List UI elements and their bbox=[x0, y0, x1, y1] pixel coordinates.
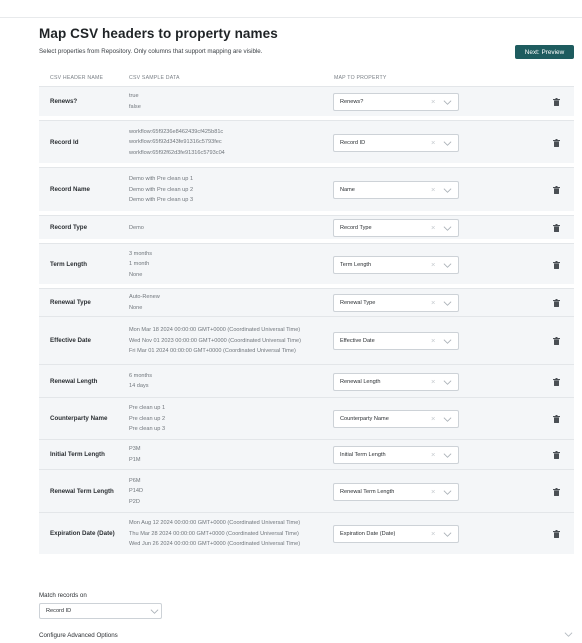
sample-value: Demo bbox=[129, 224, 144, 231]
trash-icon[interactable] bbox=[553, 488, 560, 496]
csv-sample-data bbox=[129, 223, 144, 234]
sample-value: P2D bbox=[129, 498, 140, 505]
property-select[interactable] bbox=[333, 410, 459, 428]
sample-value: 1 month bbox=[129, 261, 150, 268]
chevron-down-icon[interactable] bbox=[564, 631, 573, 638]
chevron-down-icon[interactable] bbox=[443, 262, 452, 269]
close-icon[interactable]: × bbox=[431, 486, 436, 496]
close-icon[interactable]: × bbox=[431, 97, 436, 106]
sample-value: workflow:65f92f62d3fe91316c5793c04 bbox=[129, 149, 225, 156]
close-icon[interactable]: × bbox=[431, 259, 436, 269]
mapping-row bbox=[39, 215, 574, 239]
sample-value: 14 days bbox=[129, 383, 149, 390]
match-records-value: Record ID bbox=[46, 608, 72, 614]
mapping-row bbox=[39, 243, 574, 284]
csv-sample-data bbox=[129, 518, 300, 550]
sample-value: None bbox=[129, 304, 143, 311]
top-divider bbox=[0, 17, 582, 18]
trash-icon[interactable] bbox=[553, 186, 560, 194]
sample-value: 6 months bbox=[129, 372, 153, 379]
chevron-down-icon bbox=[150, 608, 159, 615]
csv-sample-data bbox=[129, 371, 152, 392]
csv-sample-data bbox=[129, 403, 165, 435]
csv-header-name: Renewal Term Length bbox=[50, 487, 114, 495]
property-select[interactable] bbox=[333, 483, 459, 501]
property-select-value: Name bbox=[340, 187, 355, 193]
property-select-value: Renewal Term Length bbox=[340, 488, 395, 495]
chevron-down-icon[interactable] bbox=[443, 531, 452, 538]
chevron-down-icon[interactable] bbox=[443, 338, 452, 345]
csv-header-name: Record Name bbox=[50, 186, 90, 193]
property-select-value: Renewal Length bbox=[340, 378, 381, 385]
property-select-value: Term Length bbox=[340, 261, 372, 268]
trash-icon[interactable] bbox=[553, 224, 560, 232]
trash-icon[interactable] bbox=[553, 451, 560, 459]
close-icon[interactable]: × bbox=[431, 137, 436, 147]
close-icon[interactable]: × bbox=[431, 414, 436, 423]
page-subtitle: Select properties from Repository. Only columns that support mapping are visible. bbox=[39, 48, 263, 55]
property-select-value: Counterparty Name bbox=[340, 416, 389, 422]
csv-sample-data bbox=[129, 174, 193, 206]
property-select-value: Effective Date bbox=[340, 338, 375, 344]
property-select-value: Renewal Type bbox=[340, 300, 376, 306]
trash-icon[interactable] bbox=[553, 530, 560, 538]
property-select[interactable] bbox=[333, 294, 459, 312]
property-select[interactable] bbox=[333, 525, 459, 543]
sample-value: Demo with Pre clean up 2 bbox=[129, 186, 194, 193]
property-select[interactable] bbox=[333, 219, 459, 237]
chevron-down-icon[interactable] bbox=[443, 225, 452, 232]
trash-icon[interactable] bbox=[553, 415, 560, 423]
trash-icon[interactable] bbox=[553, 139, 560, 147]
sample-value: false bbox=[129, 103, 141, 110]
chevron-down-icon[interactable] bbox=[443, 489, 452, 496]
chevron-down-icon[interactable] bbox=[443, 416, 452, 423]
csv-header-name: Initial Term Length bbox=[50, 451, 105, 458]
mapping-row bbox=[39, 397, 574, 439]
close-icon[interactable]: × bbox=[431, 450, 436, 459]
sample-value: Mon Mar 18 2024 00:00:00 GMT+0000 (Coordinated Universal Time) bbox=[129, 327, 301, 334]
csv-header-name: Renewal Length bbox=[50, 377, 98, 385]
mapping-row bbox=[39, 512, 574, 554]
property-select[interactable] bbox=[333, 181, 459, 199]
csv-header-name: Expiration Date (Date) bbox=[50, 530, 115, 537]
chevron-down-icon[interactable] bbox=[443, 379, 452, 386]
sample-value: Auto-Renew bbox=[129, 294, 160, 301]
sample-value: Wed Jun 26 2024 00:00:00 GMT+0000 (Coordinated Universal Time) bbox=[129, 541, 301, 548]
sample-value: P14D bbox=[129, 488, 143, 495]
property-select[interactable] bbox=[333, 332, 459, 350]
mapping-row bbox=[39, 288, 574, 316]
trash-icon[interactable] bbox=[553, 98, 560, 106]
csv-header-name: Renewal Type bbox=[50, 299, 91, 306]
sample-value: P3M bbox=[129, 446, 141, 453]
next-preview-button[interactable]: Next: Preview bbox=[515, 45, 574, 59]
mapping-row bbox=[39, 316, 574, 364]
sample-value: workflow:65f92d343fe91316c5793fec bbox=[129, 139, 222, 146]
trash-icon[interactable] bbox=[553, 261, 560, 269]
column-header-map-to: MAP TO PROPERTY bbox=[334, 75, 387, 81]
sample-value: P6M bbox=[129, 477, 141, 484]
close-icon[interactable]: × bbox=[431, 529, 436, 538]
property-select[interactable] bbox=[333, 134, 459, 152]
csv-header-name: Effective Date bbox=[50, 337, 91, 344]
csv-sample-data bbox=[129, 91, 141, 112]
trash-icon[interactable] bbox=[553, 299, 560, 307]
close-icon[interactable]: × bbox=[431, 223, 436, 232]
chevron-down-icon[interactable] bbox=[443, 300, 452, 307]
property-select[interactable] bbox=[333, 256, 459, 274]
page-title: Map CSV headers to property names bbox=[39, 26, 278, 41]
csv-header-name: Counterparty Name bbox=[50, 415, 108, 422]
sample-value: Mon Aug 12 2024 00:00:00 GMT+0000 (Coordinated Universal Time) bbox=[129, 520, 301, 527]
property-select-value: Initial Term Length bbox=[340, 452, 386, 458]
sample-value: Demo with Pre clean up 1 bbox=[129, 176, 194, 183]
chevron-down-icon[interactable] bbox=[443, 140, 452, 147]
close-icon[interactable]: × bbox=[431, 185, 436, 194]
csv-header-name: Record Id bbox=[50, 138, 79, 146]
sample-value: Thu Mar 28 2024 00:00:00 GMT+0000 (Coordinated Universal Time) bbox=[129, 530, 299, 537]
sample-value: P1M bbox=[129, 456, 141, 463]
mapping-row bbox=[39, 167, 574, 211]
close-icon[interactable]: × bbox=[431, 336, 436, 345]
csv-sample-data bbox=[129, 444, 141, 465]
sample-value: Fri Mar 01 2024 00:00:00 GMT+0000 (Coordinated Universal Time) bbox=[129, 348, 296, 355]
chevron-down-icon[interactable] bbox=[443, 99, 452, 106]
close-icon[interactable]: × bbox=[431, 376, 436, 386]
sample-value: workflow:65f9236e8462439cf425b81c bbox=[129, 128, 224, 135]
match-records-label: Match records on bbox=[39, 592, 87, 599]
trash-icon[interactable] bbox=[553, 337, 560, 345]
mapping-row bbox=[39, 439, 574, 469]
match-records-select[interactable] bbox=[39, 603, 162, 619]
sample-value: true bbox=[129, 93, 139, 100]
csv-sample-data bbox=[129, 249, 152, 281]
sample-value: Wed Nov 01 2023 00:00:00 GMT+0000 (Coordinated Universal Time) bbox=[129, 337, 301, 344]
csv-sample-data bbox=[129, 292, 160, 313]
sample-value: Pre clean up 2 bbox=[129, 415, 166, 422]
csv-header-name: Record Type bbox=[50, 224, 88, 231]
property-select-value: Record Type bbox=[340, 225, 372, 231]
column-header-csv-name: CSV HEADER NAME bbox=[50, 75, 104, 81]
mapping-row bbox=[39, 469, 574, 512]
csv-sample-data bbox=[129, 476, 143, 508]
advanced-options-toggle[interactable]: Configure Advanced Options bbox=[39, 632, 118, 639]
mapping-row bbox=[39, 86, 574, 116]
csv-header-name: Renews? bbox=[50, 98, 78, 105]
sample-value: Pre clean up 1 bbox=[129, 405, 166, 412]
property-select-value: Record ID bbox=[340, 139, 366, 146]
chevron-down-icon[interactable] bbox=[443, 452, 452, 459]
mapping-row bbox=[39, 120, 574, 163]
trash-icon[interactable] bbox=[553, 378, 560, 386]
sample-value: None bbox=[129, 271, 143, 278]
column-header-sample-data: CSV SAMPLE DATA bbox=[129, 75, 180, 81]
sample-value: Pre clean up 3 bbox=[129, 426, 166, 433]
property-select-value: Expiration Date (Date) bbox=[340, 531, 396, 537]
csv-header-name: Term Length bbox=[50, 260, 88, 268]
sample-value: 3 months bbox=[129, 250, 153, 257]
mapping-table bbox=[39, 86, 574, 554]
csv-sample-data bbox=[129, 127, 225, 159]
property-select[interactable] bbox=[333, 373, 459, 391]
close-icon[interactable]: × bbox=[431, 298, 436, 307]
property-select[interactable] bbox=[333, 446, 459, 464]
sample-value: Demo with Pre clean up 3 bbox=[129, 197, 194, 204]
chevron-down-icon[interactable] bbox=[443, 187, 452, 194]
property-select[interactable] bbox=[333, 93, 459, 111]
property-select-value: Renews? bbox=[340, 99, 364, 105]
csv-sample-data bbox=[129, 325, 301, 357]
mapping-row bbox=[39, 364, 574, 397]
